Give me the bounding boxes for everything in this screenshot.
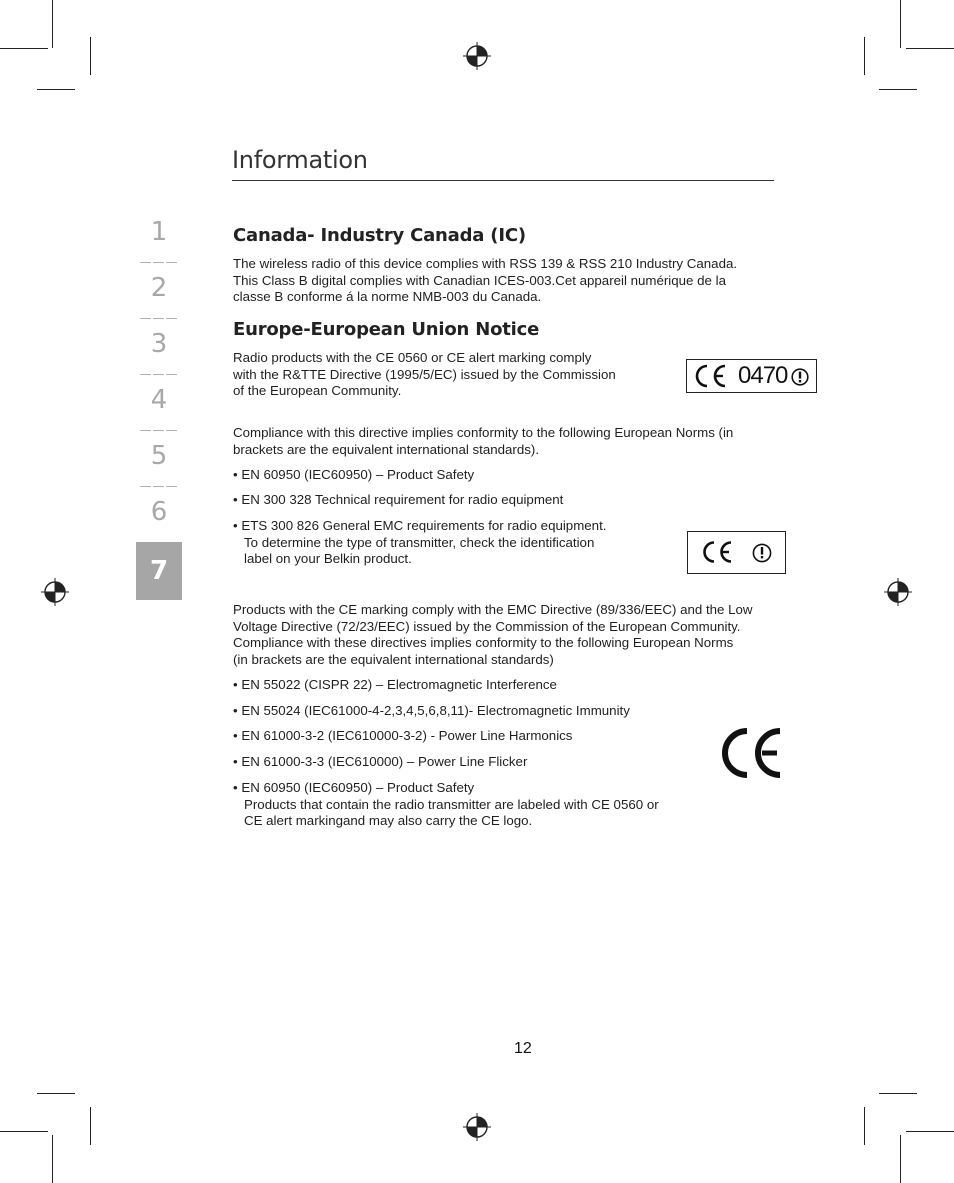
list-item-text: • EN 55022 (CISPR 22) – Electromagnetic Interference xyxy=(233,677,557,692)
chapter-tab-7-active[interactable] xyxy=(136,542,182,600)
chapter-tab-2[interactable] xyxy=(136,268,182,324)
ce-mark-icon xyxy=(700,540,736,564)
text-line: Compliance with this directive implies conformity to the following European Norms (in xyxy=(233,425,734,440)
text-line: Voltage Directive (72/23/EEC) issued by the Commission of the European Community. xyxy=(233,618,741,634)
chapter-separator: ——— xyxy=(139,311,179,325)
chapter-tab-1[interactable] xyxy=(136,212,182,268)
emc-text xyxy=(233,602,823,668)
list-item xyxy=(233,780,723,830)
list-item xyxy=(233,754,527,771)
page-title: Information xyxy=(232,146,368,174)
chapter-label: 4 xyxy=(150,385,168,415)
registration-mark-icon xyxy=(884,578,912,606)
text-line: of the European Community. xyxy=(233,383,402,399)
list-item-text: • EN 60950 (IEC60950) – Product Safety xyxy=(233,780,475,795)
text-line: with the R&TTE Directive (1995/5/EC) issued by the Commission xyxy=(233,366,616,382)
alert-circle-icon xyxy=(791,368,809,386)
list-item xyxy=(233,518,663,568)
chapter-label: 2 xyxy=(150,273,168,303)
list-item-text: • EN 55024 (IEC61000-4-2,3,4,5,6,8,11)- Electromagnetic Immunity xyxy=(233,703,630,718)
registration-mark-icon xyxy=(463,42,491,70)
list-item xyxy=(233,677,557,694)
canada-heading: Canada- Industry Canada (IC) xyxy=(233,225,526,246)
text-line: The wireless radio of this device complies with RSS 139 & RSS 210 Industry Canada. xyxy=(233,256,738,271)
ce-alert-mark xyxy=(687,531,786,574)
chapter-separator: ——— xyxy=(139,423,179,437)
list-item-continuation: CE alert markingand may also carry the CE logo. xyxy=(244,813,533,829)
chapter-label: 1 xyxy=(150,217,168,247)
ce-notified-body-number: 0470 xyxy=(738,362,788,389)
chapter-nav xyxy=(136,212,182,600)
chapter-separator: ——— xyxy=(139,255,179,269)
list-item xyxy=(233,467,474,484)
chapter-label: 5 xyxy=(150,441,168,471)
text-line: Products with the CE marking comply with the EMC Directive (89/336/EEC) and the Low xyxy=(233,602,753,617)
ce-mark-icon xyxy=(691,363,731,389)
chapter-label: 7 xyxy=(149,556,169,586)
text-line: Compliance with these directives implies conformity to the following European Norms xyxy=(233,635,734,651)
list-item-continuation: label on your Belkin product. xyxy=(244,551,412,567)
text-line: (in brackets are the equivalent international standards) xyxy=(233,651,554,667)
chapter-tab-6[interactable] xyxy=(136,492,182,542)
list-item xyxy=(233,703,630,720)
europe-intro xyxy=(233,350,673,400)
list-item-text: • EN 300 328 Technical requirement for radio equipment xyxy=(233,492,564,507)
list-item-text: • EN 61000-3-3 (IEC610000) – Power Line Flicker xyxy=(233,754,528,769)
list-item-text: • ETS 300 826 General EMC requirements for radio equipment. xyxy=(233,518,607,533)
registration-mark-icon xyxy=(41,578,69,606)
chapter-tab-5[interactable] xyxy=(136,436,182,492)
alert-circle-icon xyxy=(752,543,772,563)
text-line: This Class B digital complies with Canadian ICES-003.Cet appareil numérique de la xyxy=(233,272,726,288)
registration-mark-icon xyxy=(463,1113,491,1141)
canada-text xyxy=(233,256,803,306)
compliance-text xyxy=(233,425,803,458)
chapter-separator: ——— xyxy=(139,479,179,493)
text-line: classe B conforme á la norme NMB-003 du Canada. xyxy=(233,289,542,305)
list-item-continuation: Products that contain the radio transmitter are labeled with CE 0560 or xyxy=(244,796,659,812)
chapter-tab-4[interactable] xyxy=(136,380,182,436)
list-item xyxy=(233,492,563,509)
europe-heading: Europe-European Union Notice xyxy=(233,319,540,340)
ce-0470-alert-mark xyxy=(686,359,817,393)
list-item-continuation: To determine the type of transmitter, check the identification xyxy=(244,534,595,550)
chapter-label: 6 xyxy=(150,497,168,527)
list-item xyxy=(233,728,572,745)
text-line: brackets are the equivalent international standards). xyxy=(233,441,540,457)
page-number: 12 xyxy=(514,1040,532,1057)
chapter-tab-3[interactable] xyxy=(136,324,182,380)
text-line: Radio products with the CE 0560 or CE alert marking comply xyxy=(233,350,592,365)
list-item-text: • EN 61000-3-2 (IEC610000-3-2) - Power Line Harmonics xyxy=(233,728,573,743)
title-rule xyxy=(232,180,774,181)
list-item-text: • EN 60950 (IEC60950) – Product Safety xyxy=(233,467,475,482)
chapter-separator: ——— xyxy=(139,367,179,381)
chapter-label: 3 xyxy=(150,329,168,359)
ce-mark-icon xyxy=(720,725,784,781)
